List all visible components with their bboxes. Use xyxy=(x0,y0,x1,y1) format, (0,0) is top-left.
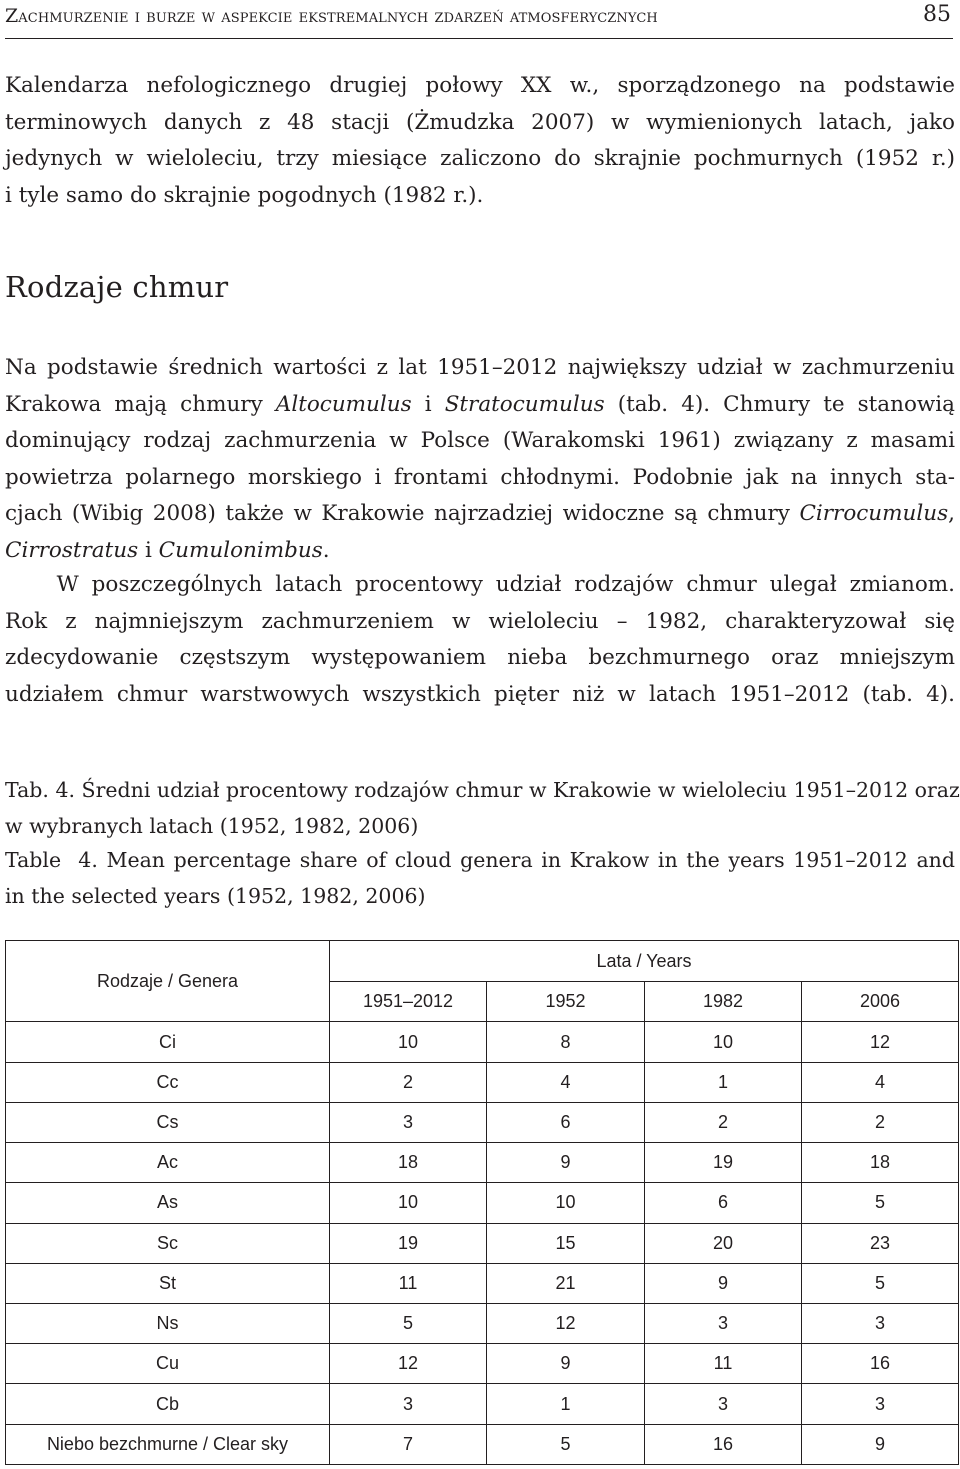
table-caption-polish xyxy=(5,772,960,844)
value-cell: 10 xyxy=(330,1022,487,1062)
value-cell: 15 xyxy=(487,1223,645,1263)
genus-cell: Niebo bezchmurne / Clear sky xyxy=(6,1424,330,1464)
body-paragraph xyxy=(5,350,955,569)
value-cell: 20 xyxy=(645,1223,802,1263)
genus-cell: Ac xyxy=(6,1143,330,1183)
genus-name: Cumulonimbus xyxy=(158,537,323,563)
value-cell: 9 xyxy=(487,1344,645,1384)
genus-column-header: Rodzaje / Genera xyxy=(6,941,330,1022)
table-caption-english xyxy=(5,842,955,914)
table-row xyxy=(6,1183,959,1223)
genus-name: Cirrocumulus xyxy=(799,501,949,526)
value-cell: 2 xyxy=(330,1062,487,1102)
table-row xyxy=(6,1143,959,1183)
page-number: 85 xyxy=(923,2,951,27)
table-row xyxy=(6,1303,959,1343)
years-header: Lata / Years xyxy=(330,941,959,982)
year-column-header: 1951–2012 xyxy=(330,982,487,1022)
genus-cell: Ns xyxy=(6,1303,330,1343)
text-line: Krakowa mają chmury Altocumulus i Stratocumulus (tab. 4). Chmury te stanowią xyxy=(5,391,956,417)
value-cell: 9 xyxy=(487,1143,645,1183)
year-column-header: 2006 xyxy=(802,982,959,1022)
value-cell: 9 xyxy=(645,1263,802,1303)
table-row xyxy=(6,1102,959,1142)
value-cell: 3 xyxy=(330,1384,487,1424)
value-cell: 16 xyxy=(802,1344,959,1384)
text-line: terminowych danych z 48 stacji (Żmudzka 2007) w wymienionych latach, jako xyxy=(5,109,955,135)
text-line: zdecydowanie częstszym występowaniem nieba bezchmurnego oraz mniejszym xyxy=(5,645,955,670)
table-row xyxy=(6,1384,959,1424)
genus-name: Stratocumulus xyxy=(444,391,605,417)
text-line: udziałem chmur warstwowych wszystkich pięter niż w latach 1951–2012 (tab. 4). xyxy=(5,681,955,707)
text-line: i tyle samo do skrajnie pogodnych (1982 r.). xyxy=(5,182,484,208)
value-cell: 18 xyxy=(330,1143,487,1183)
genus-cell: As xyxy=(6,1183,330,1223)
value-cell: 5 xyxy=(802,1183,959,1223)
section-heading: Rodzaje chmur xyxy=(5,270,229,304)
table-row xyxy=(6,1062,959,1102)
text-line: jedynych w wieloleciu, trzy miesiące zaliczono do skrajnie pochmurnych (1952 r.) xyxy=(5,146,955,171)
value-cell: 5 xyxy=(330,1303,487,1343)
value-cell: 16 xyxy=(645,1424,802,1464)
value-cell: 3 xyxy=(645,1384,802,1424)
value-cell: 8 xyxy=(487,1022,645,1062)
value-cell: 5 xyxy=(487,1424,645,1464)
value-cell: 10 xyxy=(487,1183,645,1223)
genus-cell: Cc xyxy=(6,1062,330,1102)
value-cell: 2 xyxy=(802,1102,959,1142)
value-cell: 6 xyxy=(487,1102,645,1142)
table-row xyxy=(6,1263,959,1303)
genus-cell: Ci xyxy=(6,1022,330,1062)
genus-name: Cirrostratus xyxy=(5,537,139,563)
genus-cell: St xyxy=(6,1263,330,1303)
caption-line: in the selected years (1952, 1982, 2006) xyxy=(5,884,426,908)
value-cell: 3 xyxy=(802,1384,959,1424)
value-cell: 1 xyxy=(645,1062,802,1102)
caption-line: Table 4. Mean percentage share of cloud genera in Krakow in the years 1951–2012 and xyxy=(5,848,955,872)
running-title: Zachmurzenie i burze w aspekcie ekstremalnych zdarzeń atmosferycznych xyxy=(5,5,658,27)
text-line: Rok z najmniejszym zachmurzeniem w wieloleciu – 1982, charakteryzował się xyxy=(5,608,955,634)
value-cell: 3 xyxy=(802,1303,959,1343)
text-line: Kalendarza nefologicznego drugiej połowy XX w., sporządzonego na podstawie xyxy=(5,73,955,98)
text-line: Na podstawie średnich wartości z lat 1951–2012 największy udział w zachmurzeniu xyxy=(5,355,955,380)
value-cell: 9 xyxy=(802,1424,959,1464)
value-cell: 10 xyxy=(330,1183,487,1223)
value-cell: 19 xyxy=(645,1143,802,1183)
intro-paragraph xyxy=(5,68,955,214)
caption-line: Tab. 4. Średni udział procentowy rodzajów chmur w Krakowie w wieloleciu 1951–2012 oraz xyxy=(5,778,960,802)
year-column-header: 1982 xyxy=(645,982,802,1022)
value-cell: 23 xyxy=(802,1223,959,1263)
genus-cell: Cb xyxy=(6,1384,330,1424)
value-cell: 3 xyxy=(330,1102,487,1142)
value-cell: 1 xyxy=(487,1384,645,1424)
value-cell: 5 xyxy=(802,1263,959,1303)
value-cell: 19 xyxy=(330,1223,487,1263)
genus-cell: Cs xyxy=(6,1102,330,1142)
value-cell: 12 xyxy=(487,1303,645,1343)
body-paragraph xyxy=(5,567,955,713)
value-cell: 12 xyxy=(802,1022,959,1062)
genus-cell: Sc xyxy=(6,1223,330,1263)
running-header xyxy=(5,0,953,39)
value-cell: 7 xyxy=(330,1424,487,1464)
text-line: powietrza polarnego morskiego i frontami chłodnymi. Podobnie jak na innych sta- xyxy=(5,464,955,490)
text-line: dominujący rodzaj zachmurzenia w Polsce (Warakomski 1961) związany z masami xyxy=(5,428,955,453)
value-cell: 21 xyxy=(487,1263,645,1303)
value-cell: 4 xyxy=(802,1062,959,1102)
value-cell: 10 xyxy=(645,1022,802,1062)
text-line: W poszczególnych latach procentowy udział rodzajów chmur ulegał zmianom. xyxy=(5,572,955,597)
value-cell: 11 xyxy=(330,1263,487,1303)
year-column-header: 1952 xyxy=(487,982,645,1022)
value-cell: 4 xyxy=(487,1062,645,1102)
value-cell: 6 xyxy=(645,1183,802,1223)
value-cell: 18 xyxy=(802,1143,959,1183)
cloud-genera-table xyxy=(5,940,959,1465)
table-row xyxy=(6,1344,959,1384)
text-line: Cirrostratus i Cumulonimbus. xyxy=(5,537,330,563)
table-row xyxy=(6,1424,959,1464)
text-line: cjach (Wibig 2008) także w Krakowie najrzadziej widoczne są chmury Cirrocumulus, xyxy=(5,501,955,526)
table-row xyxy=(6,1022,959,1062)
value-cell: 11 xyxy=(645,1344,802,1384)
genus-name: Altocumulus xyxy=(275,391,412,417)
value-cell: 2 xyxy=(645,1102,802,1142)
table-row xyxy=(6,1223,959,1263)
value-cell: 3 xyxy=(645,1303,802,1343)
genus-cell: Cu xyxy=(6,1344,330,1384)
caption-line: w wybranych latach (1952, 1982, 2006) xyxy=(5,814,419,838)
value-cell: 12 xyxy=(330,1344,487,1384)
